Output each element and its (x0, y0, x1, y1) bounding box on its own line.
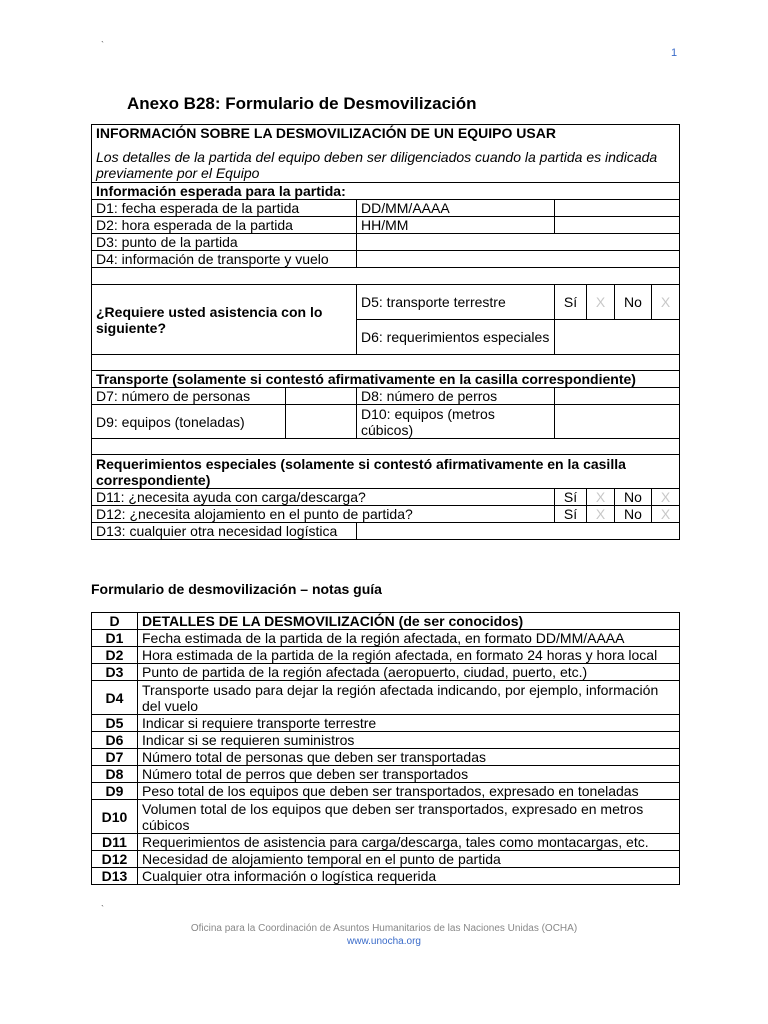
page-tick-mark: ` (101, 40, 104, 50)
d5-yes-label: Sí (555, 285, 587, 320)
guide-row-text: Indicar si requiere transporte terrestre (138, 715, 680, 732)
assistance-question: ¿Requiere usted asistencia con lo siguiente? (92, 285, 357, 355)
guide-row-text: Volumen total de los equipos que deben ser transportados, expresado en metros cúbicos (138, 800, 680, 834)
d12-yes-label: Sí (555, 506, 587, 523)
transport-header: Transporte (solamente si contestó afirmativamente en la casilla correspondiente) (92, 371, 680, 388)
d2-label: D2: hora esperada de la partida (92, 217, 357, 234)
guide-row-code: D13 (92, 868, 138, 885)
d11-yes-label: Sí (555, 489, 587, 506)
guide-row-code: D1 (92, 630, 138, 647)
guide-row-text: Transporte usado para dejar la región afectada indicando, por ejemplo, información del vuelo (138, 681, 680, 715)
d12-no-label: No (615, 506, 652, 523)
d2-format: HH/MM (357, 217, 555, 234)
d11-label: D11: ¿necesita ayuda con carga/descarga? (92, 489, 555, 506)
page-tick-mark: ` (101, 904, 104, 914)
guide-title: Formulario de desmovilización – notas guía (91, 581, 382, 597)
d5-no-label: No (615, 285, 652, 320)
guide-row-code: D8 (92, 766, 138, 783)
d1-label: D1: fecha esperada de la partida (92, 200, 357, 217)
d5-no-checkbox[interactable]: X (652, 285, 680, 320)
demobilization-form (91, 124, 680, 540)
guide-row-code: D9 (92, 783, 138, 800)
spacer-row (92, 268, 680, 285)
d13-field[interactable] (357, 523, 680, 540)
guide-col-details: DETALLES DE LA DESMOVILIZACIÓN (de ser conocidos) (138, 613, 680, 630)
table-row (92, 715, 680, 732)
guide-row-text: Peso total de los equipos que deben ser transportados, expresado en toneladas (138, 783, 680, 800)
d3-field[interactable] (357, 234, 680, 251)
d10-field[interactable] (555, 405, 680, 439)
table-row (92, 647, 680, 664)
d12-label: D12: ¿necesita alojamiento en el punto de partida? (92, 506, 555, 523)
d4-label: D4: información de transporte y vuelo (92, 251, 357, 268)
guide-row-code: D3 (92, 664, 138, 681)
guide-row-text: Fecha estimada de la partida de la región afectada, en formato DD/MM/AAAA (138, 630, 680, 647)
table-row (92, 630, 680, 647)
guide-row-text: Cualquier otra información o logística requerida (138, 868, 680, 885)
spacer-row (92, 439, 680, 455)
guide-row-text: Número total de personas que deben ser transportadas (138, 749, 680, 766)
d11-no-label: No (615, 489, 652, 506)
guide-row-text: Indicar si se requieren suministros (138, 732, 680, 749)
guide-row-code: D7 (92, 749, 138, 766)
table-row (92, 800, 680, 834)
guide-row-code: D2 (92, 647, 138, 664)
d8-field[interactable] (555, 388, 680, 405)
spacer-row (92, 355, 680, 371)
table-row (92, 783, 680, 800)
d1-format: DD/MM/AAAA (357, 200, 555, 217)
d4-field[interactable] (357, 251, 680, 268)
guide-col-code: D (92, 613, 138, 630)
guide-row-text: Número total de perros que deben ser transportados (138, 766, 680, 783)
guide-row-code: D6 (92, 732, 138, 749)
d12-yes-checkbox[interactable]: X (587, 506, 615, 523)
guide-row-text: Punto de partida de la región afectada (aeropuerto, ciudad, puerto, etc.) (138, 664, 680, 681)
d7-field[interactable] (286, 388, 357, 405)
d3-label: D3: punto de la partida (92, 234, 357, 251)
page-title: Anexo B28: Formulario de Desmovilización (127, 94, 477, 113)
footer-organization: Oficina para la Coordinación de Asuntos Humanitarios de las Naciones Unidas (OCHA) (190, 923, 578, 934)
d10-label: D10: equipos (metros cúbicos) (357, 405, 555, 439)
table-row (92, 681, 680, 715)
guide-row-code: D10 (92, 800, 138, 834)
guide-row-code: D5 (92, 715, 138, 732)
guide-row-text: Hora estimada de la partida de la región afectada, en formato 24 horas y hora local (138, 647, 680, 664)
table-row (92, 834, 680, 851)
d6-field[interactable] (555, 320, 680, 355)
table-row (92, 851, 680, 868)
d9-field[interactable] (286, 405, 357, 439)
table-row (92, 664, 680, 681)
d5-label: D5: transporte terrestre (357, 285, 555, 320)
table-row (92, 749, 680, 766)
guide-row-text: Necesidad de alojamiento temporal en el punto de partida (138, 851, 680, 868)
form-header: INFORMACIÓN SOBRE LA DESMOVILIZACIÓN DE UN EQUIPO USAR (92, 125, 680, 142)
footer-link[interactable]: www.unocha.org (347, 936, 421, 947)
form-intro: Los detalles de la partida del equipo deben ser diligenciados cuando la partida es indicada previamente por el Equipo (92, 149, 680, 183)
table-row (92, 732, 680, 749)
d11-no-checkbox[interactable]: X (652, 489, 680, 506)
d5-yes-checkbox[interactable]: X (587, 285, 615, 320)
guide-row-code: D11 (92, 834, 138, 851)
table-row (92, 868, 680, 885)
page-number: 1 (671, 47, 678, 59)
guide-row-code: D4 (92, 681, 138, 715)
d13-label: D13: cualquier otra necesidad logística (92, 523, 357, 540)
guide-notes-table (91, 612, 680, 885)
table-row (92, 766, 680, 783)
d12-no-checkbox[interactable]: X (652, 506, 680, 523)
special-requirements-header: Requerimientos especiales (solamente si contestó afirmativamente en la casilla correspondiente) (92, 455, 680, 489)
d1-field[interactable] (555, 200, 680, 217)
d6-label: D6: requerimientos especiales (357, 320, 555, 355)
d2-field[interactable] (555, 217, 680, 234)
d8-label: D8: número de perros (357, 388, 555, 405)
d11-yes-checkbox[interactable]: X (587, 489, 615, 506)
guide-row-text: Requerimientos de asistencia para carga/descarga, tales como montacargas, etc. (138, 834, 680, 851)
d7-label: D7: número de personas (92, 388, 286, 405)
guide-row-code: D12 (92, 851, 138, 868)
d9-label: D9: equipos (toneladas) (92, 405, 286, 439)
expected-departure-header: Información esperada para la partida: (92, 183, 680, 200)
